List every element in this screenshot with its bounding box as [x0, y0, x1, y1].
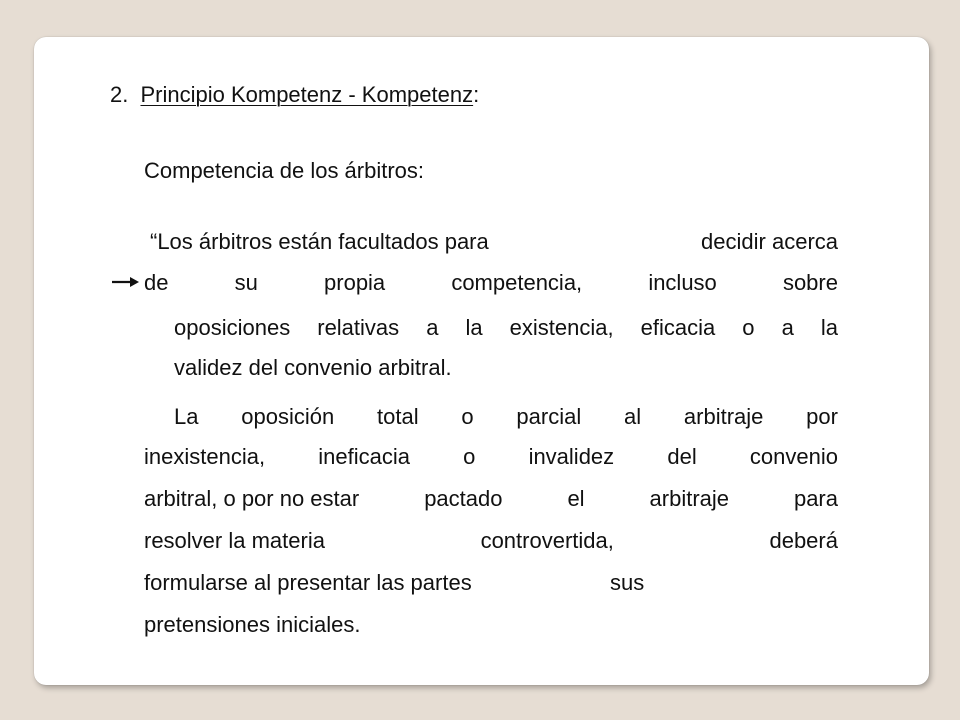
- quote-line-1-start: “Los árbitros están facultados para: [150, 229, 489, 254]
- word: por: [806, 404, 838, 429]
- word: invalidez: [528, 444, 615, 469]
- word: total: [377, 404, 419, 429]
- heading-title: Principio Kompetenz - Kompetenz: [140, 82, 474, 107]
- arrow-right-icon: [110, 275, 140, 289]
- quote-line-4: validez del convenio arbitral.: [174, 355, 452, 380]
- word: arbitraje: [683, 404, 764, 429]
- paragraph-line-2: [144, 444, 838, 470]
- section-heading: [110, 82, 479, 108]
- quote-line-3: oposiciones relativas a la existencia, eficacia o a la: [174, 315, 838, 340]
- word: su: [234, 270, 258, 295]
- word: competencia,: [451, 270, 583, 295]
- word: controvertida,: [480, 528, 614, 553]
- paragraph-line-1: [174, 404, 838, 430]
- quote-line-1-end: decidir acerca: [701, 229, 838, 254]
- word: convenio: [749, 444, 838, 469]
- word: resolver la materia: [144, 528, 325, 553]
- word: ineficacia: [318, 444, 410, 469]
- word: para: [793, 486, 838, 511]
- paragraph-line-3: [144, 486, 838, 512]
- heading-colon: :: [473, 82, 480, 107]
- word: pactado: [424, 486, 503, 511]
- word: arbitral, o por no estar: [144, 486, 360, 511]
- word: del: [667, 444, 697, 469]
- paragraph-line-5-start: formularse al presentar las partes: [144, 570, 472, 595]
- word: oposición: [241, 404, 335, 429]
- word: propia: [324, 270, 386, 295]
- word: de: [144, 270, 169, 295]
- word: el: [567, 486, 585, 511]
- paragraph-line-4: [144, 528, 838, 554]
- word: sobre: [782, 270, 838, 295]
- word: inexistencia,: [144, 444, 266, 469]
- word: deberá: [769, 528, 838, 553]
- heading-number: 2.: [110, 82, 129, 107]
- word: o: [461, 404, 474, 429]
- paragraph-line-6: pretensiones iniciales.: [144, 612, 361, 637]
- paragraph-line-5-end: sus: [610, 570, 645, 595]
- word: La: [174, 404, 199, 429]
- word: arbitraje: [649, 486, 729, 511]
- word: parcial: [516, 404, 582, 429]
- word: o: [463, 444, 476, 469]
- quote-line-1: [150, 229, 838, 255]
- word: al: [624, 404, 642, 429]
- subheading: Competencia de los árbitros:: [144, 158, 425, 183]
- word: incluso: [648, 270, 717, 295]
- quote-line-2: [144, 270, 838, 296]
